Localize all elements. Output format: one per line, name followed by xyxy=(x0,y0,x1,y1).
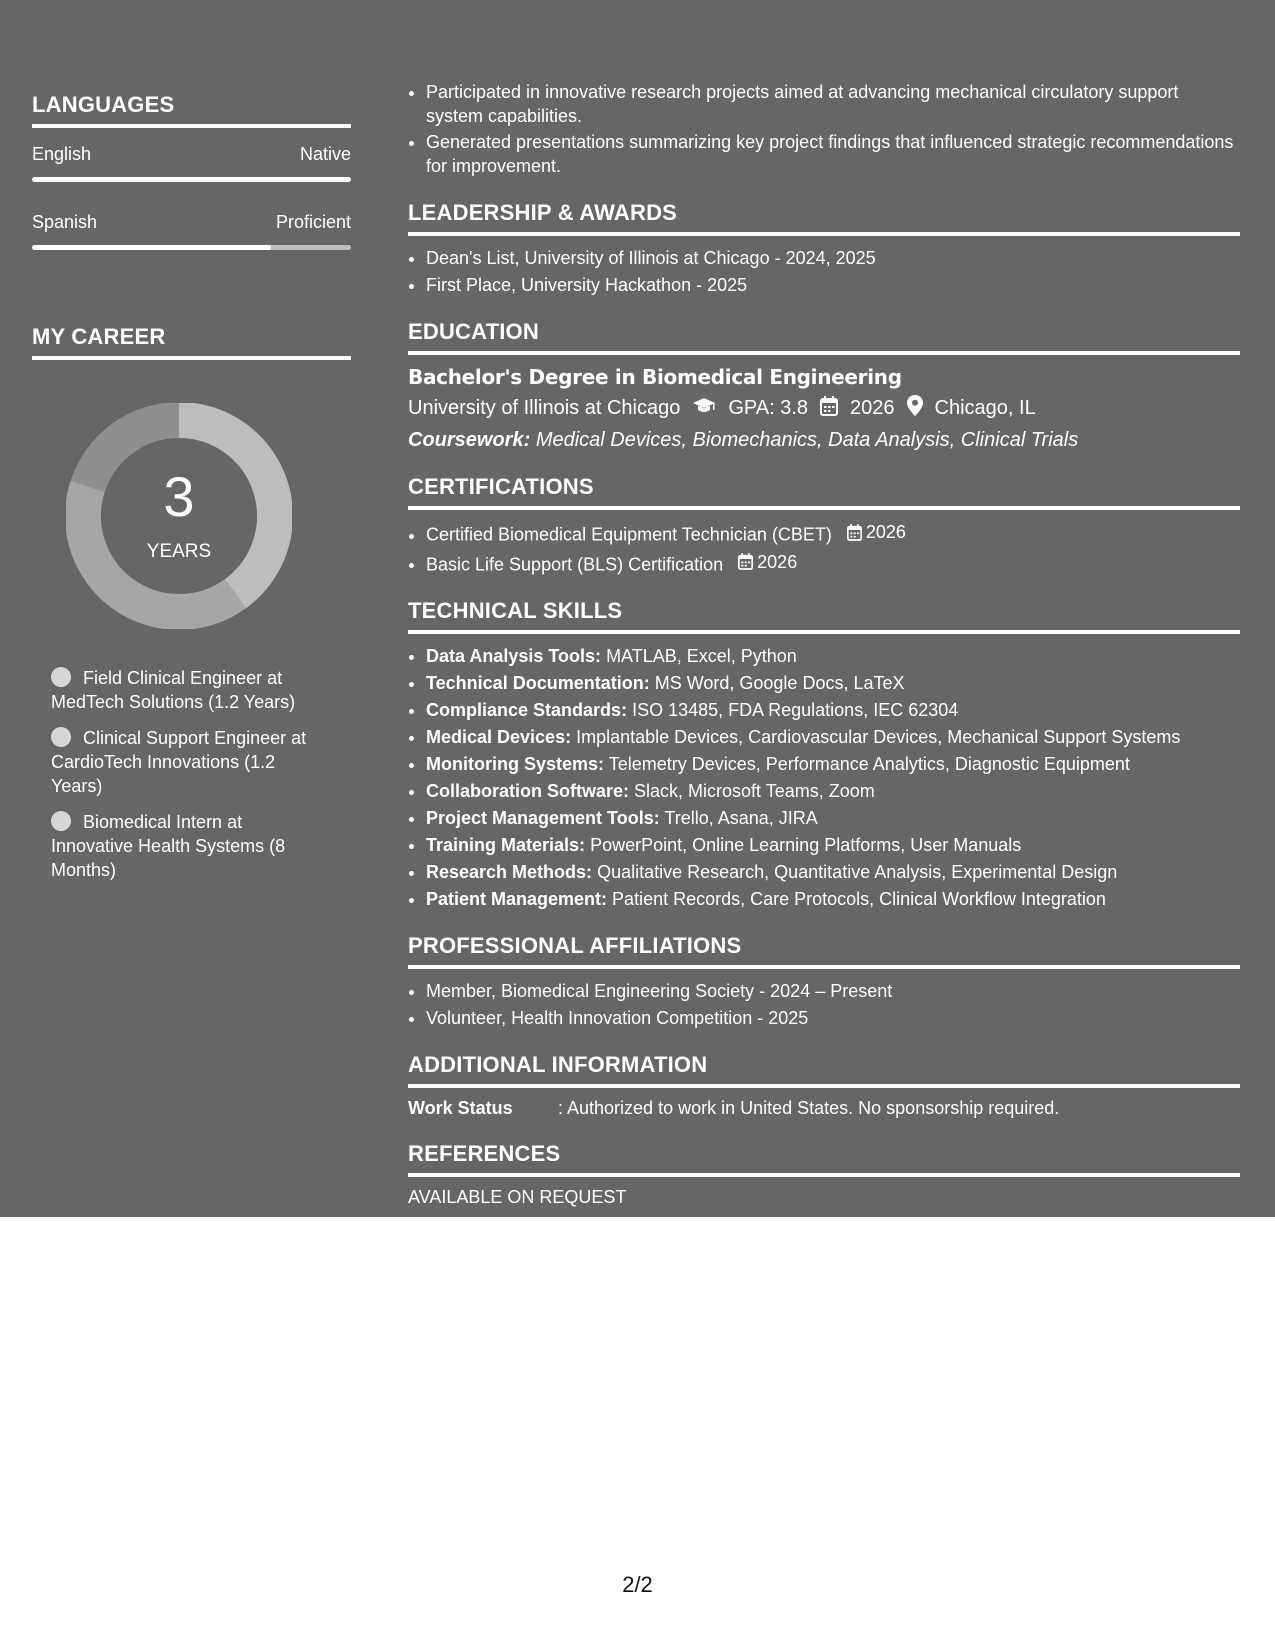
skill-item xyxy=(426,860,1240,884)
certification-date xyxy=(738,550,797,574)
skill-item xyxy=(426,806,1240,830)
skill-item xyxy=(426,671,1240,695)
career-donut-chart xyxy=(66,403,292,629)
skill-label: Training Materials: xyxy=(426,835,586,855)
experience-bullet: • Participated in innovative research projects aimed at advancing mechanical circulatory support system capabilities. xyxy=(426,80,1240,128)
education-coursework xyxy=(408,429,1240,452)
leadership-section xyxy=(408,200,1240,297)
skill-value: Slack, Microsoft Teams, Zoom xyxy=(634,781,875,801)
affiliation-item: • Member, Biomedical Engineering Society - 2024 – Present xyxy=(426,979,1240,1003)
coursework-label: Coursework: xyxy=(408,429,531,451)
work-status-value: : Authorized to work in United States. No sponsorship required. xyxy=(558,1098,1060,1118)
skill-label: Research Methods: xyxy=(426,862,593,882)
additional-info-heading: ADDITIONAL INFORMATION xyxy=(408,1052,1240,1088)
career-heading: MY CAREER xyxy=(32,324,351,360)
skill-label: Medical Devices: xyxy=(426,727,572,747)
skill-value: Trello, Asana, JIRA xyxy=(664,808,818,828)
skill-value: MATLAB, Excel, Python xyxy=(606,646,797,666)
skill-label: Compliance Standards: xyxy=(426,700,628,720)
skill-label: Technical Documentation: xyxy=(426,673,650,693)
graduation-cap-icon xyxy=(692,397,716,421)
affiliations-heading: PROFESSIONAL AFFILIATIONS xyxy=(408,933,1240,969)
skill-label: Collaboration Software: xyxy=(426,781,630,801)
career-item xyxy=(51,666,326,714)
language-level: Proficient xyxy=(275,212,351,232)
certification-year: 2026 xyxy=(757,551,798,572)
languages-heading: LANGUAGES xyxy=(32,92,351,128)
career-item-text: Biomedical Intern at Innovative Health Systems (8 Months) xyxy=(51,812,286,880)
affiliations-list xyxy=(408,979,1240,1030)
references-section xyxy=(408,1141,1240,1208)
skill-value: Qualitative Research, Quantitative Analysis, Experimental Design xyxy=(597,862,1118,882)
work-status-row xyxy=(408,1098,1240,1119)
education-school: University of Illinois at Chicago xyxy=(408,397,681,419)
left-column xyxy=(32,92,351,894)
skill-item xyxy=(426,698,1240,722)
certifications-section xyxy=(408,474,1240,576)
skill-value: ISO 13485, FDA Regulations, IEC 62304 xyxy=(632,700,959,720)
education-gpa: GPA: 3.8 xyxy=(728,397,809,419)
career-dot-icon xyxy=(51,667,71,687)
education-degree: Bachelor's Degree in Biomedical Engineering xyxy=(408,365,902,389)
page-number: 2/2 xyxy=(622,1572,653,1597)
right-column xyxy=(408,80,1240,1208)
career-list xyxy=(51,666,326,882)
language-proficiency-bar xyxy=(32,177,351,182)
career-dot-icon xyxy=(51,811,71,831)
skills-list xyxy=(408,644,1240,911)
skill-item xyxy=(426,752,1240,776)
certifications-heading: CERTIFICATIONS xyxy=(408,474,1240,510)
skills-section xyxy=(408,598,1240,911)
additional-info-section xyxy=(408,1052,1240,1119)
education-meta xyxy=(408,395,1240,422)
certification-year: 2026 xyxy=(865,522,906,542)
references-text: AVAILABLE ON REQUEST xyxy=(408,1187,627,1207)
language-name: English xyxy=(32,144,92,164)
skill-value: Implantable Devices, Cardiovascular Devices, Mechanical Support Systems xyxy=(576,727,1181,747)
education-year: 2026 xyxy=(850,397,895,419)
calendar-icon xyxy=(847,524,862,541)
skill-label: Patient Management: xyxy=(426,889,608,909)
language-proficiency-fill xyxy=(32,177,351,182)
education-heading: EDUCATION xyxy=(408,319,1240,355)
calendar-icon xyxy=(738,553,753,570)
education-location: Chicago, IL xyxy=(934,397,1036,419)
leadership-item: • First Place, University Hackathon - 2025 xyxy=(426,273,1240,297)
language-name: Spanish xyxy=(32,212,98,232)
affiliation-item: • Volunteer, Health Innovation Competition - 2025 xyxy=(426,1006,1240,1030)
career-item-text: Field Clinical Engineer at MedTech Solutions (1.2 Years) xyxy=(51,668,296,712)
certification-name: Certified Biomedical Equipment Technician (CBET) xyxy=(426,524,832,545)
career-total-unit: YEARS xyxy=(146,541,212,562)
leadership-item: • Dean's List, University of Illinois at Chicago - 2024, 2025 xyxy=(426,246,1240,270)
language-spanish xyxy=(32,212,351,250)
certifications-list xyxy=(408,520,1240,576)
skill-value: Patient Records, Care Protocols, Clinical Workflow Integration xyxy=(612,889,1106,909)
skill-value: PowerPoint, Online Learning Platforms, User Manuals xyxy=(590,835,1022,855)
skill-value: MS Word, Google Docs, LaTeX xyxy=(654,673,905,693)
leadership-heading: LEADERSHIP & AWARDS xyxy=(408,200,1240,236)
skill-item xyxy=(426,779,1240,803)
references-heading: REFERENCES xyxy=(408,1141,1240,1177)
location-pin-icon xyxy=(907,395,923,422)
certification-date xyxy=(847,520,906,544)
affiliations-section xyxy=(408,933,1240,1030)
career-item-text: Clinical Support Engineer at CardioTech Innovations (1.2 Years) xyxy=(51,728,307,796)
career-total-number: 3 xyxy=(163,465,195,528)
skill-label: Data Analysis Tools: xyxy=(426,646,602,666)
experience-continued-bullets xyxy=(408,80,1240,178)
skill-label: Monitoring Systems: xyxy=(426,754,605,774)
leadership-list xyxy=(408,246,1240,297)
skill-item xyxy=(426,644,1240,668)
experience-bullet: • Generated presentations summarizing key project findings that influenced strategic recommendations for improvement. xyxy=(426,130,1240,178)
language-proficiency-fill xyxy=(32,245,271,250)
certification-item xyxy=(426,520,1240,547)
language-english xyxy=(32,144,351,182)
education-section xyxy=(408,319,1240,452)
career-item xyxy=(51,726,326,798)
career-item xyxy=(51,810,326,882)
calendar-icon xyxy=(820,396,838,422)
skill-item xyxy=(426,887,1240,911)
skill-item xyxy=(426,725,1240,749)
skill-label: Project Management Tools: xyxy=(426,808,660,828)
work-status-label: Work Status xyxy=(408,1098,513,1118)
certification-item xyxy=(426,550,1240,577)
skills-heading: TECHNICAL SKILLS xyxy=(408,598,1240,634)
career-dot-icon xyxy=(51,727,71,747)
skill-item xyxy=(426,833,1240,857)
language-level: Native xyxy=(299,144,351,164)
language-proficiency-bar xyxy=(32,245,351,250)
coursework-list: Medical Devices, Biomechanics, Data Analysis, Clinical Trials xyxy=(535,429,1079,451)
certification-name: Basic Life Support (BLS) Certification xyxy=(426,554,724,574)
skill-value: Telemetry Devices, Performance Analytics, Diagnostic Equipment xyxy=(608,754,1130,774)
